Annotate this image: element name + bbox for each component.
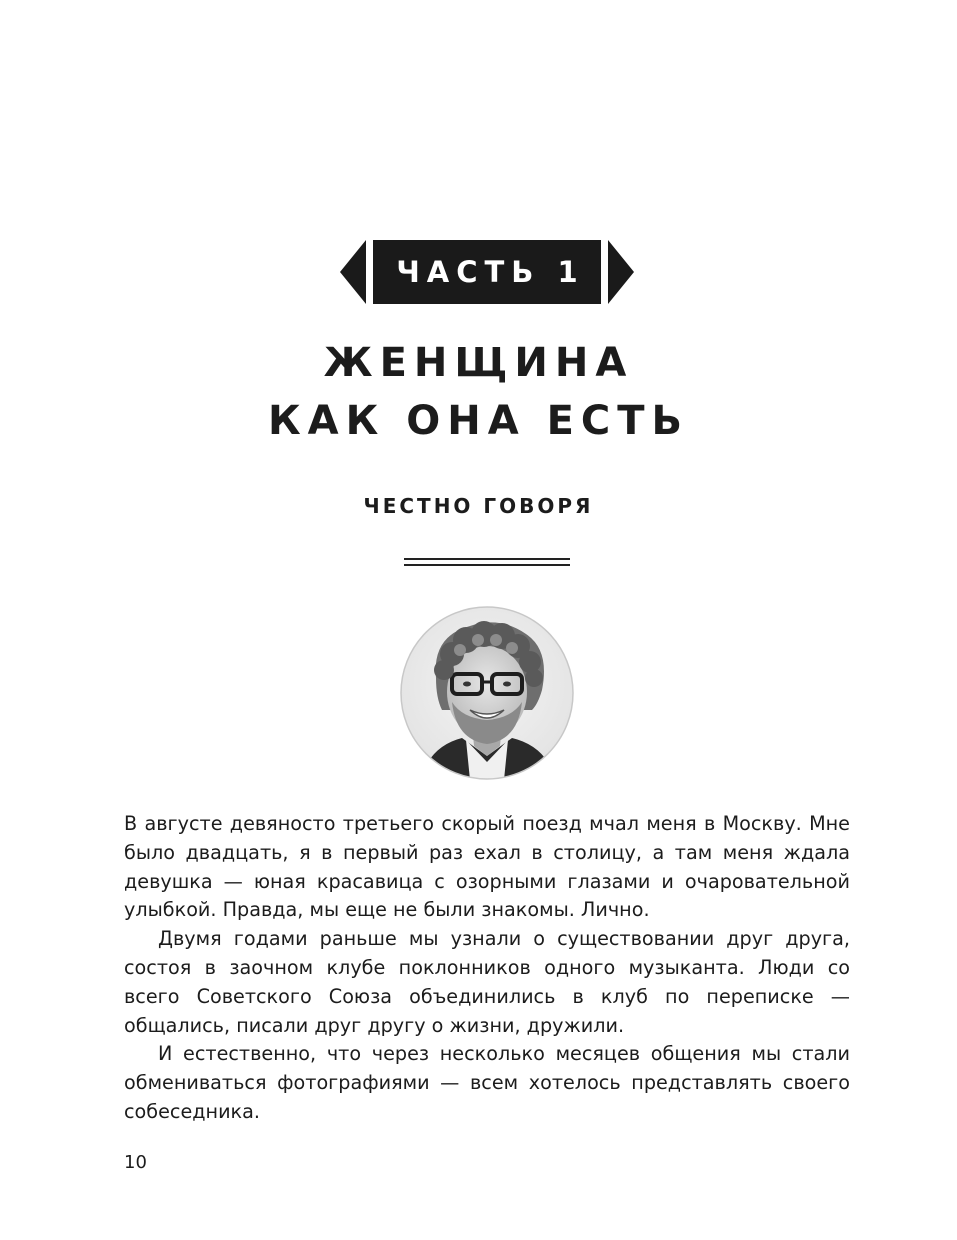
paragraph-3: И естественно, что через несколько месяцев общения мы стали обмениваться фотографиями — всем хотелось представлять своего собеседника. xyxy=(124,1042,850,1123)
author-portrait-icon xyxy=(400,606,574,780)
double-rule-divider xyxy=(404,558,570,567)
divider-rule-bottom xyxy=(404,564,570,566)
part-label: ЧАСТЬ 1 xyxy=(396,255,585,289)
banner-left-arrow-icon xyxy=(340,240,366,304)
banner-right-arrow-icon xyxy=(608,240,634,304)
paragraph-2: Двумя годами раньше мы узнали о существовании друг друга, состоя в заочном клубе поклонников одного музыканта. Люди со всего Советского Союза объединились в клуб по переписке — общались, писали друг другу о жизни, дружили. xyxy=(124,927,850,1037)
part-title-line-1: ЖЕНЩИНА xyxy=(323,340,634,386)
paragraph-1: В августе девяносто третьего скорый поезд мчал меня в Москву. Мне было двадцать, я в первый раз ехал в столицу, а там меня ждала девушка — юная красавица с озорными глазами и очаровательной улыбкой. Правда, мы еще не были знакомы. Лично. xyxy=(124,812,850,922)
part-title-line-2: КАК ОНА ЕСТЬ xyxy=(267,398,690,444)
divider-rule-top xyxy=(404,558,570,560)
page-number: 10 xyxy=(124,1152,147,1173)
body-text xyxy=(124,810,850,1127)
section-title: ЧЕСТНО ГОВОРЯ xyxy=(363,494,594,518)
part-banner xyxy=(340,240,634,304)
